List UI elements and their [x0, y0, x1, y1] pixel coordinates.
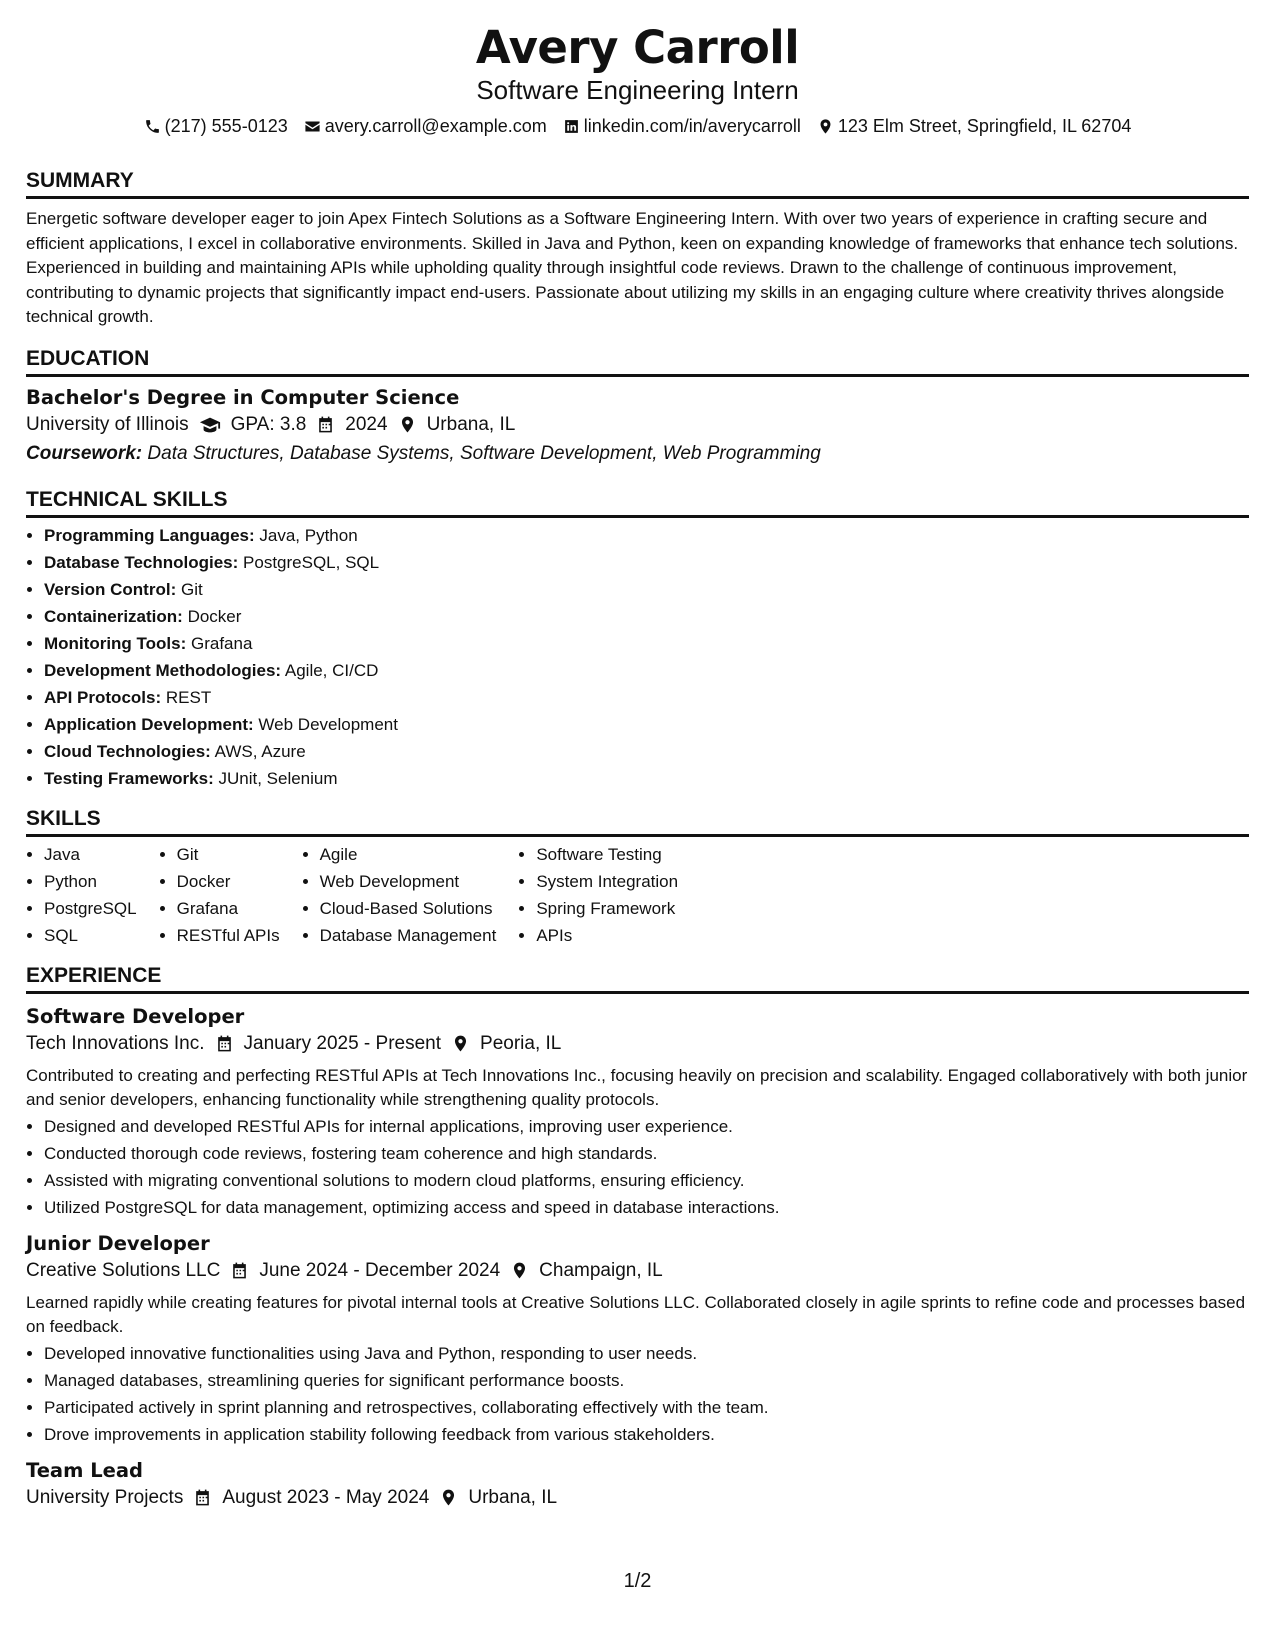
- list-item: • System Integration: [536, 868, 678, 895]
- section-title: EDUCATION: [26, 346, 1249, 377]
- list-item: • Participated actively in sprint planning and retrospectives, collaborating effectively with the team.: [44, 1394, 1249, 1421]
- skill-label: Database Technologies:: [44, 552, 239, 572]
- contact-bar: [26, 114, 1249, 138]
- skills-section: [26, 806, 1249, 949]
- job-title: Team Lead: [26, 1458, 143, 1482]
- coursework-label: Coursework:: [26, 442, 143, 464]
- skill-value: JUnit, Selenium: [218, 768, 338, 788]
- list-item: • SQL: [44, 922, 137, 949]
- skill-label: Monitoring Tools:: [44, 633, 187, 653]
- section-title: TECHNICAL SKILLS: [26, 487, 1249, 518]
- list-item: [44, 522, 1249, 549]
- summary-text: Energetic software developer eager to join Apex Fintech Solutions as a Software Engineering Intern. With over two years of experience in crafting secure and efficient applications, I excel in collaborative environments. Skilled in Java and Python, keen on expanding knowledge of frameworks that enhance tech solutions. Experienced in building and maintaining APIs while upholding quality through insightful code reviews. Drawn to the challenge of continuous improvement, contributing to dynamic projects that significantly impact end-users. Passionate about utilizing my skills in an engaging culture where creativity thrives alongside technical growth.: [26, 209, 1239, 326]
- candidate-name: Avery Carroll: [475, 21, 800, 74]
- list-item: • Python: [44, 868, 137, 895]
- skill-value: Git: [180, 579, 203, 599]
- education-meta: [26, 411, 1249, 439]
- summary-section: [26, 168, 1249, 330]
- job-dates: January 2025 - Present: [243, 1032, 442, 1054]
- skill-label: Version Control:: [44, 579, 177, 599]
- envelope-icon: [304, 118, 321, 135]
- gpa-text: GPA: 3.8: [230, 413, 307, 435]
- job-description: Contributed to creating and perfecting RESTful APIs at Tech Innovations Inc., focusing heavily on precision and scalability. Engaged collaboratively with both junior and senior developers, enhancing functionality while strengthening quality protocols.: [26, 1065, 1248, 1109]
- list-item: • Utilized PostgreSQL for data management, optimizing access and speed in database interactions.: [44, 1194, 1249, 1221]
- list-item: • Cloud-Based Solutions: [320, 895, 497, 922]
- list-item: • APIs: [536, 922, 678, 949]
- list-item: • Docker: [177, 868, 280, 895]
- list-item: • Drove improvements in application stability following feedback from various stakeholders.: [44, 1421, 1249, 1448]
- skill-value: REST: [165, 687, 212, 707]
- skill-label: API Protocols:: [44, 687, 162, 707]
- contact-address: [817, 114, 1132, 138]
- job-location: Urbana, IL: [468, 1486, 558, 1508]
- calendar-icon: [316, 415, 335, 434]
- list-item: [44, 549, 1249, 576]
- list-item: [44, 765, 1249, 792]
- skills-column: [518, 841, 678, 949]
- company-name: Creative Solutions LLC: [26, 1259, 221, 1281]
- job-meta: [26, 1257, 1249, 1285]
- list-item: • Grafana: [177, 895, 280, 922]
- skills-column: [302, 841, 497, 949]
- skill-value: AWS, Azure: [214, 741, 306, 761]
- contact-phone: [144, 114, 288, 138]
- list-item: • Designed and developed RESTful APIs for internal applications, improving user experience.: [44, 1113, 1249, 1140]
- location-pin-icon: [451, 1034, 470, 1053]
- job-location: Peoria, IL: [480, 1032, 562, 1054]
- school-location: Urbana, IL: [426, 413, 516, 435]
- list-item: [44, 576, 1249, 603]
- list-item: [44, 711, 1249, 738]
- skill-value: Docker: [187, 606, 242, 626]
- job-description: Learned rapidly while creating features for pivotal internal tools at Creative Solutions LLC. Collaborated closely in agile sprints to refine code and processes based on feedback.: [26, 1292, 1246, 1336]
- section-title: SUMMARY: [26, 168, 1249, 199]
- skill-value: Agile, CI/CD: [284, 660, 379, 680]
- list-item: • Java: [44, 841, 137, 868]
- list-item: [44, 684, 1249, 711]
- job-entry: [26, 1231, 1249, 1448]
- skill-label: Programming Languages:: [44, 525, 255, 545]
- page-number: 1/2: [623, 1570, 652, 1592]
- graduation-year: 2024: [345, 413, 388, 435]
- location-pin-icon: [510, 1261, 529, 1280]
- candidate-role: Software Engineering Intern: [476, 75, 799, 105]
- job-meta: [26, 1030, 1249, 1058]
- graduation-cap-icon: [199, 414, 221, 436]
- list-item: • Developed innovative functionalities using Java and Python, responding to user needs.: [44, 1340, 1249, 1367]
- skill-value: Java, Python: [259, 525, 358, 545]
- calendar-icon: [230, 1261, 249, 1280]
- skill-value: Web Development: [258, 714, 398, 734]
- skill-label: Cloud Technologies:: [44, 741, 211, 761]
- degree-title: Bachelor's Degree in Computer Science: [26, 385, 460, 409]
- list-item: • Git: [177, 841, 280, 868]
- job-dates: August 2023 - May 2024: [222, 1486, 430, 1508]
- list-item: [44, 630, 1249, 657]
- list-item: [44, 603, 1249, 630]
- company-name: Tech Innovations Inc.: [26, 1032, 205, 1054]
- skills-columns: [26, 841, 1249, 949]
- list-item: • Spring Framework: [536, 895, 678, 922]
- company-name: University Projects: [26, 1486, 184, 1508]
- skill-value: Grafana: [191, 633, 253, 653]
- resume-page: [26, 22, 1249, 1512]
- list-item: • Database Management: [320, 922, 497, 949]
- job-bullets: [26, 1340, 1249, 1448]
- location-pin-icon: [398, 415, 417, 434]
- school-name: University of Illinois: [26, 413, 189, 435]
- list-item: • Software Testing: [536, 841, 678, 868]
- list-item: • Web Development: [320, 868, 497, 895]
- linkedin-icon: [563, 118, 580, 135]
- phone-text: (217) 555-0123: [164, 116, 288, 136]
- technical-skills-section: [26, 487, 1249, 792]
- skill-label: Development Methodologies:: [44, 660, 282, 680]
- calendar-icon: [215, 1034, 234, 1053]
- list-item: • PostgreSQL: [44, 895, 137, 922]
- job-title: Junior Developer: [26, 1231, 210, 1255]
- list-item: • Conducted thorough code reviews, fostering team coherence and high standards.: [44, 1140, 1249, 1167]
- education-section: [26, 346, 1249, 469]
- address-text: 123 Elm Street, Springfield, IL 62704: [837, 116, 1132, 136]
- section-title: SKILLS: [26, 806, 1249, 837]
- location-pin-icon: [439, 1488, 458, 1507]
- list-item: [44, 657, 1249, 684]
- section-title: EXPERIENCE: [26, 963, 1249, 994]
- contact-linkedin[interactable]: [563, 114, 801, 138]
- skills-column: [26, 841, 137, 949]
- skill-value: PostgreSQL, SQL: [243, 552, 380, 572]
- skill-label: Containerization:: [44, 606, 183, 626]
- contact-email[interactable]: [304, 114, 547, 138]
- technical-skills-list: [26, 522, 1249, 792]
- skill-label: Application Development:: [44, 714, 254, 734]
- location-pin-icon: [817, 118, 834, 135]
- list-item: • Agile: [320, 841, 497, 868]
- job-location: Champaign, IL: [539, 1259, 663, 1281]
- list-item: • Assisted with migrating conventional solutions to modern cloud platforms, ensuring efficiency.: [44, 1167, 1249, 1194]
- experience-section: [26, 963, 1249, 1512]
- list-item: [44, 738, 1249, 765]
- email-text[interactable]: avery.carroll@example.com: [324, 116, 547, 136]
- job-meta: [26, 1484, 1249, 1512]
- job-bullets: [26, 1113, 1249, 1221]
- coursework-text: Data Structures, Database Systems, Software Development, Web Programming: [147, 442, 821, 464]
- job-entry: [26, 1458, 1249, 1512]
- skills-column: [159, 841, 280, 949]
- list-item: • RESTful APIs: [177, 922, 280, 949]
- job-entry: [26, 1004, 1249, 1221]
- linkedin-text[interactable]: linkedin.com/in/averycarroll: [583, 116, 801, 136]
- list-item: • Managed databases, streamlining queries for significant performance boosts.: [44, 1367, 1249, 1394]
- calendar-icon: [193, 1488, 212, 1507]
- coursework-line: [26, 439, 1249, 469]
- job-title: Software Developer: [26, 1004, 245, 1028]
- job-dates: June 2024 - December 2024: [259, 1259, 501, 1281]
- skill-label: Testing Frameworks:: [44, 768, 214, 788]
- phone-icon: [144, 118, 161, 135]
